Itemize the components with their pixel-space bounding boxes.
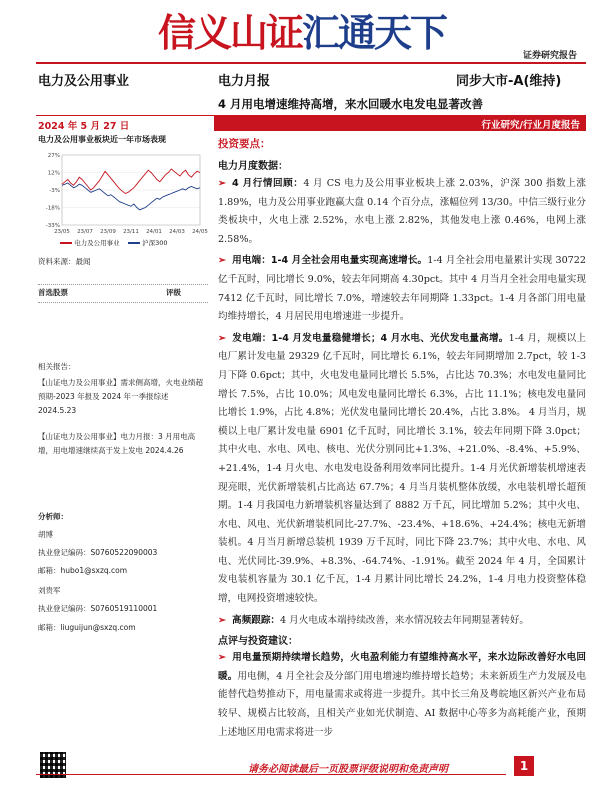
chart-source: 资料来源：最闻	[38, 257, 91, 266]
analyst-1-cert	[38, 546, 157, 560]
advice-text: 用电侧，4 月全社会及分部门用电增速均维持增长趋势；未来新质生产力发展及电能替代趋势推动下，用电量需求或将进一步提升。其中长三角及粤皖地区新兴产业布局较早、规模占比较高，且相关产业如光伏制造、AI 数据中心等多为高耗能产业，预期上述地区用电需求将进一步	[218, 670, 587, 738]
related-report-2[interactable]: 【山证电力及公用事业】电力月报：3 月用电高增，用电增速继续高于发上发电 2024.4.26	[38, 432, 196, 455]
bullet-advice	[218, 649, 586, 742]
report-subtitle: 4 月用电增速维持高增，来水回暖水电发电显著改善	[218, 97, 484, 111]
main-body	[218, 136, 586, 742]
x-tick-label: 24/03	[169, 229, 185, 235]
analyst-1-cert-value: S0760522090003	[90, 548, 158, 557]
analyst-1-email-value[interactable]: hubo1@sxzq.com	[60, 566, 128, 575]
points-label: 投资要点：	[218, 138, 271, 150]
picks-label: 首选股票	[38, 288, 68, 297]
bullet-supply	[218, 330, 586, 609]
analyst-1-email-label: 邮箱：	[38, 566, 61, 575]
bullet-demand-text: 1-4 月全社会用电量累计实现 30722 亿千瓦时，同比增长 9.0%，较去年同期高 4.30pct。其中 4 月当月全社会用电量实现 7412 亿千瓦时，同比增长 7.0%，增速较去年同期降 1.33pct。1-4 月各部门用电量均维持增长，4 月居民用电增速进一步提升。	[218, 255, 586, 323]
analyst-1-cert-label: 执业登记编码：	[38, 548, 91, 557]
bullet-market-text: 4 月 CS 电力及公用事业板块上涨 2.03%，沪深 300 指数上涨 1.89%，电力及公用事业跑赢大盘 0.14 个百分点，涨幅位列 13/30。中信三级行业分类板块中，火电上涨 2.52%，水电上涨 2.82%，其他发电上涨 0.46%，电网上涨 2.58%。	[218, 178, 586, 245]
bullet-arrow-icon: ➢	[218, 652, 227, 664]
analyst-2-name: 刘贵军	[38, 586, 61, 595]
bullet-arrow-icon: ➢	[218, 255, 227, 267]
analyst-2-email-value[interactable]: liuguijun@sxzq.com	[60, 623, 136, 632]
bullet-supply-text: 1-4 月，规模以上电厂累计发电量 29329 亿千瓦时，同比增长 6.1%，较去年同期增加 2.7pct，较 1-3 月下降 0.6pct；其中，火电发电量同比增长 5.5%，占比达 70.3%；水电发电量同比增长 7.5%，占比 10.0%；风电发电量同比增长 6.3%，占比 11.1%；核电发电量同比增长 1.9%，占比 4.8%；光伏发电量同比增长 20.4%，占比 3.8%。 4 月当月，规模以上电厂累计发电量 6901 亿千瓦时，同比增长 3.1%，较去年同期下降 3.0pct；其中火电、水电、风电、核电、光伏分别同比+1.3%、+21.0%、-8.4%、+5.9%、+21.4%，1-4 月火电、水电发电设备利用效率同比提升。	[218, 332, 587, 474]
report-type: 电力月报	[218, 74, 271, 89]
footer-notice[interactable]: 请务必阅读最后一页股票评级说明和免责声明	[248, 764, 448, 775]
report-date: 2024 年 5 月 27 日	[38, 121, 130, 132]
picks-rule-2	[38, 302, 208, 303]
y-tick-label: -18%	[45, 205, 60, 212]
x-tick-label: 23/05	[54, 229, 70, 235]
monthly-label: 电力月度数据：	[218, 161, 288, 172]
series-line-2	[62, 183, 200, 210]
related-report-1[interactable]: 【山证电力及公用事业】需求侧高增，火电业绩超预期-2023 年报及 2024 年一季报综述 2024.5.23	[38, 378, 203, 415]
related-label: 相关报告：	[38, 362, 76, 371]
y-tick-label: -3%	[49, 188, 60, 194]
bullet-demand	[218, 252, 586, 326]
bullet-hf-text: 4 月火电成本端持续改善，来水情况较去年同期显著转好。	[280, 614, 530, 626]
report-tag: 证券研究报告	[523, 51, 578, 61]
picks-rating-label: 评级	[166, 288, 181, 297]
category-bar	[214, 116, 586, 131]
analyst-2-email	[38, 621, 136, 635]
bullet-hf	[218, 612, 586, 631]
rating: 同步大市-A(维持)	[456, 74, 562, 89]
analyst-2-cert	[38, 602, 157, 616]
legend-swatch-red	[60, 242, 72, 244]
category-label: 行业研究/行业月度报告	[481, 120, 580, 131]
bullet-capacity-text: 1-4 月光伏新增装机增速表现亮眼，光伏新增装机占比高达 67.7%；4 月当月装机整体放缓，水电装机增长超预期。1-4 月我国电力新增装机容量达到了 8882 万千瓦，同比增加 5.2%；其中火电、水电、风电、光伏新增装机同比-27.7%、-23.4%、+18.6%、+24.4%；核电无新增装机。4 月当月新增总装机 1939 万千瓦时，同比下降 23.7%；其中火电、水电、风电、光伏同比-39.9%、+8.3%、-64.74%、-1.91%。截至 2024 年 4 月，全国累计发电装机容量为 30.1 亿千瓦，1-4 月累计同比增长 24.2%，1-4 月电力投资整体稳增，电网投资增速较快。	[218, 462, 587, 605]
y-tick-label: 27%	[47, 153, 60, 159]
x-tick-label: 23/07	[77, 229, 93, 235]
analysts-label: 分析师：	[38, 512, 68, 521]
analyst-2-cert-value: S0760519110001	[90, 604, 158, 613]
bullet-hf-head: 高频跟踪：	[232, 614, 281, 626]
logo-red-text: 信义山证	[158, 10, 303, 55]
advice-label: 点评与投资建议：	[218, 636, 298, 648]
analyst-1-name: 胡博	[38, 530, 53, 539]
analyst-1-email	[38, 564, 127, 578]
brand-logo	[158, 2, 446, 57]
x-tick-label: 23/09	[100, 229, 116, 235]
y-tick-label: -33%	[45, 223, 60, 229]
x-tick-label: 23/11	[123, 229, 139, 235]
analyst-2-email-label: 邮箱：	[38, 623, 61, 632]
legend-series-1	[60, 238, 120, 247]
picks-rule	[38, 284, 208, 285]
bullet-arrow-icon: ➢	[218, 178, 227, 189]
y-tick-label: 12%	[47, 170, 60, 177]
chart-title: 电力及公用事业板块近一年市场表现	[38, 135, 166, 144]
bullet-market	[218, 175, 586, 249]
bullet-arrow-icon: ➢	[218, 614, 227, 626]
analyst-2-cert-label: 执业登记编码：	[38, 604, 91, 613]
bullet-market-head: 4 月行情回顾：	[232, 178, 304, 189]
x-tick-label: 24/05	[192, 229, 208, 235]
legend-label-1: 电力及公用事业	[74, 239, 120, 247]
legend-swatch-blue	[128, 242, 140, 244]
bullet-demand-head: 用电端：1-4 月全社会用电量实现高速增长。	[232, 255, 428, 267]
bullet-supply-head: 发电端：1-4 月发电量稳健增长；4 月水电、光伏发电量高增。	[232, 332, 509, 344]
advice-head: 用电量预期持续增长趋势，火电盈利能力有望维持高水平，来水边际改善好水电回暖。	[218, 652, 586, 682]
sector-title: 电力及公用事业	[38, 74, 130, 89]
header-rule	[36, 62, 586, 64]
bullet-arrow-icon: ➢	[218, 332, 227, 344]
x-tick-label: 24/01	[146, 229, 162, 235]
page-number: 1	[514, 756, 534, 776]
logo-blue-text: 汇通天下	[302, 10, 447, 55]
legend-series-2	[128, 238, 168, 247]
legend-label-2: 沪深300	[142, 239, 168, 247]
